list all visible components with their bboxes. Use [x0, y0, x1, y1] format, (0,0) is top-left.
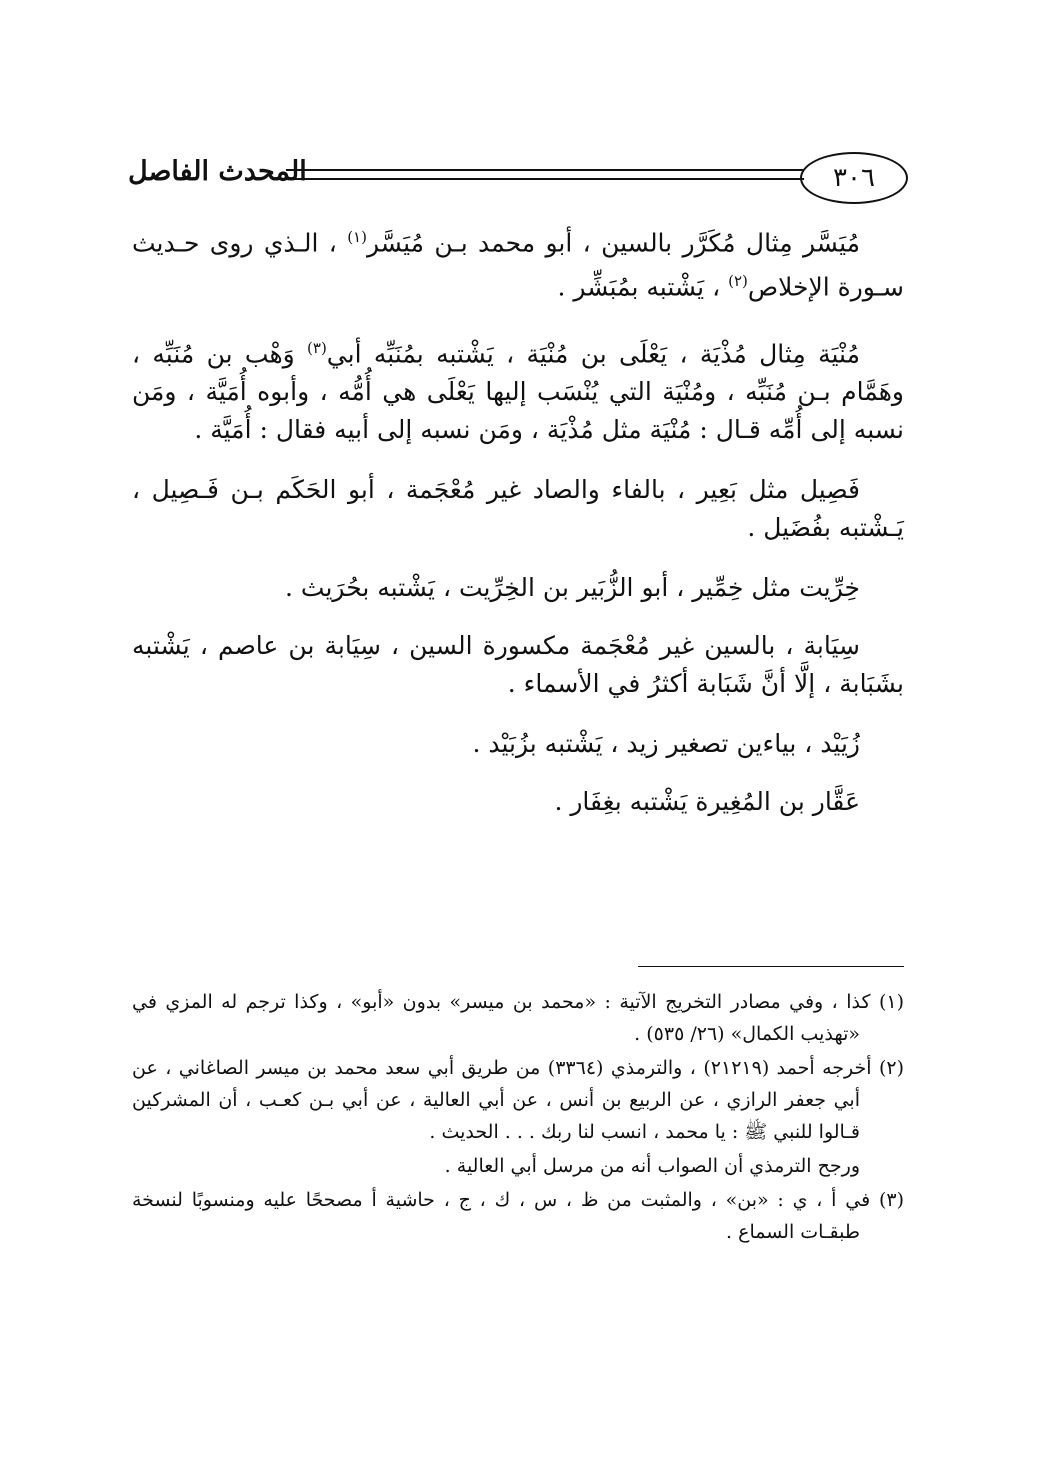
text-run: وَهْب بن مُنَبِّه ، وهَمَّام بـن مُنَبِّه ، ومُنْيَة التي يُنْسَب إليها يَعْلَى هي أُمُّه ، وأبوه أُمَيَّة ، ومَن نسبه إلى أُمِّه قـال : مُنْيَة مثل مُذْيَة ، ومَن نسبه إلى أبيه فقال : أُمَيَّة .	[132, 338, 904, 444]
text-run: خِرِّيت مثل خِمِّير ، أبو الزُّبَير بن الخِرِّيت ، يَشْتبه بحُرَيث .	[285, 572, 860, 602]
text-run: مُنْيَة مِثال مُذْيَة ، يَعْلَى بن مُنْيَة ، يَشْتبه بمُنَبِّه أبي	[326, 338, 860, 368]
footnotes	[132, 986, 904, 1250]
paragraph-khirrit	[132, 569, 904, 607]
header-double-rule	[286, 169, 804, 180]
paragraph-fasil	[132, 471, 904, 547]
text-run: زُيَيْد ، بياءين تصغير زيد ، يَشْتبه بزُبَيْد .	[472, 728, 860, 758]
footnote-2-continuation: ورجح الترمذي أن الصواب أنه من مرسل أبي العالية .	[444, 1155, 860, 1177]
text-run: عَقَّار بن المُغِيرة يَشْتبه بغِفَار .	[554, 786, 860, 816]
paragraph-siyaba	[132, 627, 904, 703]
page-number: ٣٠٦	[800, 152, 908, 204]
paragraph-aqqar	[132, 783, 904, 821]
text-run: ، يَشْتبه بمُبَشِّر .	[557, 272, 729, 302]
footnote-ref: (٢)	[728, 272, 748, 291]
footnote-1: (١) كذا ، وفي مصادر التخريج الآتية : «محمد بن ميسر» بدون «أبو» ، وكذا ترجم له المزي في «تهذيب الكمال» (٢٦/ ٥٣٥) .	[132, 991, 904, 1045]
text-run: ، الـذي روى حـديث سـورة الإخلاص	[132, 228, 904, 302]
paragraph-zuyayd	[132, 725, 904, 763]
footnote-3: (٣) في أ ، ي : «بن» ، والمثبت من ظ ، س ، ك ، ج ، حاشية أ مصححًا عليه ومنسوبًا لنسخة طبقـات السماع .	[132, 1189, 904, 1243]
paragraph-muyassar	[132, 218, 904, 307]
main-text	[132, 218, 904, 841]
book-title: المحدث الفاصل	[128, 156, 307, 187]
footnote-ref: (١)	[347, 228, 367, 246]
text-run: سِيَابة ، بالسين غير مُعْجَمة مكسورة السين ، سِيَابة بن عاصم ، يَشْتبه بشَبَابة ، إلَّا أنَّ شَبَابة أكثرُ في الأسماء .	[132, 630, 904, 698]
footnote-ref: (٣)	[307, 338, 327, 357]
footnote-separator	[638, 966, 904, 967]
footnote-2: (٢) أخرجه أحمد (٢١٢١٩) ، والترمذي (٣٣٦٤) من طريق أبي سعد محمد بن ميسر الصاغاني ، عن أبي جعفر الرازي ، عن الربيع بن أنس ، عن أبي العالية ، عن أبي بـن كعـب ، أن المشركين قـالوا للنبي ﷺ : يا محمد ، انسب لنا ربك . . . الحديث .	[132, 1057, 904, 1143]
text-run: فَصِيل مثل بَعِير ، بالفاء والصاد غير مُعْجَمة ، أبو الحَكَم بـن فَـصِيل ، يَـشْتبه بفُضَيل .	[132, 474, 904, 542]
paragraph-munya	[132, 329, 904, 449]
page-header	[128, 150, 908, 206]
text-run: مُيَسَّر مِثال مُكَرَّر بالسين ، أبو محمد بـن مُيَسَّر	[366, 228, 860, 258]
